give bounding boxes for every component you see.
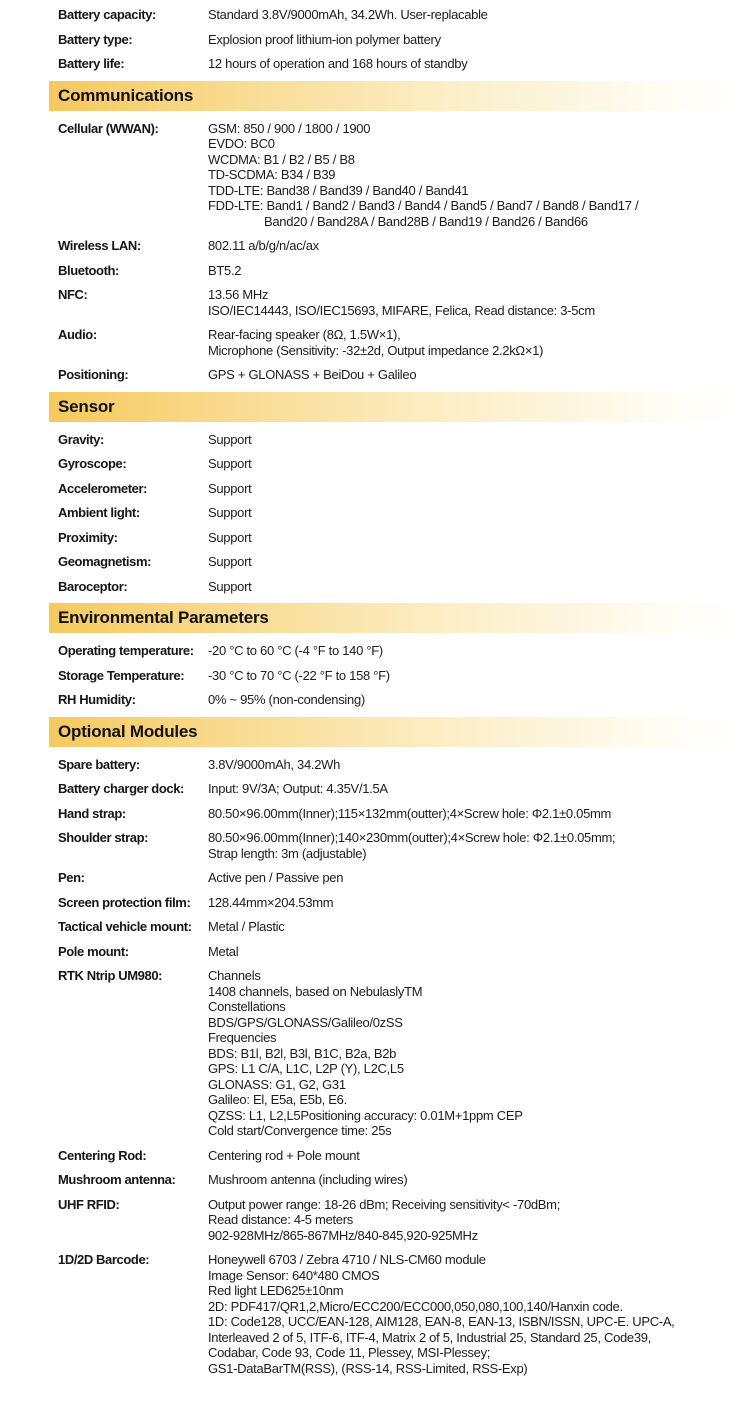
spec-value: [208, 579, 735, 595]
spec-value-line: 3.8V/9000mAh, 34.2Wh: [208, 756, 341, 772]
spec-value-line: 80.50×96.00mm(Inner);115×132mm(outter);4×Screw hole: Φ2.1±0.05mm: [208, 805, 612, 821]
section-header-environmental-parameters: [49, 603, 735, 633]
spec-value-line: Support: [208, 456, 252, 471]
spec-value-line: Red light LED625±10nm: [208, 1283, 344, 1298]
spec-value-line: Support: [208, 529, 252, 545]
spec-row-geomagnetism: [58, 554, 735, 570]
spec-value-line: GS1-DataBarTM(RSS), (RSS-14, RSS-Limited, RSS-Exp): [208, 1360, 528, 1376]
spec-row-accelerometer: [58, 481, 735, 497]
spec-value: [208, 505, 735, 521]
section-rows: [49, 432, 735, 595]
section-header-label: Environmental Parameters: [58, 608, 269, 627]
spec-value-line: Input: 9V/3A; Output: 4.35V/1.5A: [208, 781, 388, 796]
spec-value-line: QZSS: L1, L2,L5Positioning accuracy: 0.01M+1ppm CEP: [208, 1107, 523, 1123]
section-header-sensor: [49, 392, 735, 422]
spec-value: [208, 1252, 735, 1376]
spec-row-cellular-wwan: [58, 121, 735, 230]
spec-value-line: Galileo: El, E5a, E5b, E6.: [208, 1092, 347, 1107]
spec-value-line: Centering rod + Pole mount: [208, 1147, 360, 1163]
spec-label: Pen:: [58, 870, 85, 885]
spec-value-line: Image Sensor: 640*480 CMOS: [208, 1267, 380, 1283]
spec-row-ambient-light: [58, 505, 735, 521]
spec-label: Gravity:: [58, 431, 104, 447]
spec-value: [208, 263, 735, 279]
spec-value-line: Read distance: 4-5 meters: [208, 1212, 353, 1227]
spec-row-rtk-ntrip-um980: [58, 968, 735, 1139]
spec-value: [208, 944, 735, 960]
spec-value-line: Support: [208, 505, 252, 520]
spec-value-line: Strap length: 3m (adjustable): [208, 845, 367, 861]
spec-value-line: 2D: PDF417/QR1,2,Micro/ECC200/ECC000,050,080,100,140/Hanxin code.: [208, 1298, 623, 1314]
spec-value-line: -20 °C to 60 °C (-4 °F to 140 °F): [208, 643, 383, 658]
spec-value-line: ISO/IEC14443, ISO/IEC15693, MIFARE, Felica, Read distance: 3-5cm: [208, 302, 595, 318]
spec-label: Bluetooth:: [58, 262, 119, 278]
spec-row-battery-charger-dock: [58, 781, 735, 797]
spec-value-line: EVDO: BC0: [208, 136, 275, 151]
spec-value: [208, 781, 735, 797]
section-header-label: Communications: [58, 85, 194, 105]
spec-value: [208, 32, 735, 48]
spec-label: Battery capacity:: [58, 7, 156, 22]
spec-value: [208, 530, 735, 546]
spec-label: Gyroscope:: [58, 456, 127, 471]
spec-label: Hand strap:: [58, 805, 126, 821]
spec-value-line: Rear-facing speaker (8Ω, 1.5W×1),: [208, 327, 401, 342]
spec-value: [208, 367, 735, 383]
spec-label: Battery charger dock:: [58, 781, 184, 796]
spec-label: Centering Rod:: [58, 1147, 147, 1163]
spec-value-line: 0% ~ 95% (non-condensing): [208, 692, 365, 707]
spec-value-line: Active pen / Passive pen: [208, 870, 344, 885]
spec-row-audio: [58, 327, 735, 358]
spec-row-baroceptor: [58, 579, 735, 595]
spec-value-line: Cold start/Convergence time: 25s: [208, 1123, 392, 1138]
spec-value: [208, 7, 735, 23]
spec-value-line: 802.11 a/b/g/n/ac/ax: [208, 238, 319, 253]
spec-value: [208, 895, 735, 911]
spec-value-line: Band20 / Band28A / Band28B / Band19 / Band26 / Band66: [264, 213, 588, 229]
spec-label: RTK Ntrip UM980:: [58, 968, 163, 983]
spec-value: [208, 1172, 735, 1188]
spec-row-wireless-lan: [58, 238, 735, 254]
spec-label: Operating temperature:: [58, 643, 194, 658]
spec-value-line: 1408 channels, based on NebulaslyTM: [208, 983, 423, 999]
spec-value: [208, 806, 735, 822]
spec-value-line: BDS/GPS/GLONASS/Galileo/0zSS: [208, 1014, 403, 1030]
spec-label: RH Humidity:: [58, 692, 136, 707]
spec-label: Battery life:: [58, 56, 125, 71]
spec-row-spare-battery: [58, 757, 735, 773]
spec-value: [208, 56, 735, 72]
spec-label: Spare battery:: [58, 756, 140, 772]
spec-row-centering-rod: [58, 1148, 735, 1164]
spec-value-line: TD-SCDMA: B34 / B39: [208, 167, 336, 182]
spec-label: Geomagnetism:: [58, 554, 152, 569]
spec-value: [208, 238, 735, 254]
spec-row-storage-temperature: [58, 668, 735, 684]
spec-sheet: [49, 0, 735, 1376]
spec-value-line: BDS: B1l, B2l, B3l, B1C, B2a, B2b: [208, 1045, 397, 1061]
spec-value: [208, 481, 735, 497]
spec-value-line: Frequencies: [208, 1030, 277, 1045]
spec-row-operating-temperature: [58, 643, 735, 659]
spec-value-line: Metal: [208, 943, 239, 959]
spec-row-screen-protection-film: [58, 895, 735, 911]
section-rows: [49, 121, 735, 383]
spec-value: [208, 456, 735, 472]
spec-label: Wireless LAN:: [58, 238, 141, 253]
spec-row-1d-2d-barcode: [58, 1252, 735, 1376]
spec-row-uhf-rfid: [58, 1197, 735, 1244]
spec-value-line: Support: [208, 431, 252, 447]
spec-label: Screen protection film:: [58, 894, 191, 910]
spec-row-gravity: [58, 432, 735, 448]
spec-value: [208, 692, 735, 708]
spec-value: [208, 870, 735, 886]
spec-label: Accelerometer:: [58, 480, 148, 496]
spec-value: [208, 554, 735, 570]
spec-value-line: Support: [208, 554, 252, 569]
spec-label: Proximity:: [58, 529, 118, 545]
spec-value: [208, 121, 735, 230]
spec-value-line: Honeywell 6703 / Zebra 4710 / NLS-CM60 module: [208, 1252, 486, 1267]
spec-value-line: 13.56 MHz: [208, 287, 269, 302]
spec-label: Audio:: [58, 327, 97, 342]
spec-label: Ambient light:: [58, 505, 140, 520]
spec-row-nfc: [58, 287, 735, 318]
spec-row-tactical-vehicle-mount: [58, 919, 735, 935]
spec-value: [208, 1148, 735, 1164]
spec-value-line: GLONASS: G1, G2, G31: [208, 1076, 346, 1092]
spec-label: Pole mount:: [58, 943, 129, 959]
spec-value-line: Metal / Plastic: [208, 919, 285, 934]
spec-value-line: Interleaved 2 of 5, ITF-6, ITF-4, Matrix 2 of 5, Industrial 25, Standard 25, Code39,: [208, 1329, 652, 1345]
spec-value: [208, 432, 735, 448]
spec-value-line: 128.44mm×204.53mm: [208, 894, 334, 910]
section-header-optional-modules: [49, 717, 735, 747]
spec-row-gyroscope: [58, 456, 735, 472]
spec-value-line: Mushroom antenna (including wires): [208, 1172, 408, 1187]
spec-value-line: Explosion proof lithium-ion polymer battery: [208, 31, 441, 47]
spec-label: Storage Temperature:: [58, 667, 185, 683]
spec-row-hand-strap: [58, 806, 735, 822]
spec-value-line: GPS + GLONASS + BeiDou + Galileo: [208, 367, 417, 382]
spec-row-battery-capacity: [58, 7, 735, 23]
spec-row-proximity: [58, 530, 735, 546]
spec-label: Mushroom antenna:: [58, 1172, 176, 1187]
spec-value-line: TDD-LTE: Band38 / Band39 / Band40 / Band41: [208, 182, 469, 198]
spec-value-line: Output power range: 18-26 dBm; Receiving sensitivity< -70dBm;: [208, 1196, 561, 1212]
spec-value-line: Support: [208, 480, 252, 496]
spec-value: [208, 1197, 735, 1244]
spec-value-line: 1D: Code128, UCC/EAN-128, AIM128, EAN-8, EAN-13, ISBN/ISSN, UPC-E. UPC-A,: [208, 1314, 675, 1329]
spec-value-line: GPS: L1 C/A, L1C, L2P (Y), L2C,L5: [208, 1061, 404, 1076]
spec-value-line: WCDMA: B1 / B2 / B5 / B8: [208, 151, 355, 167]
spec-row-battery-life: [58, 56, 735, 72]
spec-value-line: Codabar, Code 93, Code 11, Plessey, MSI-Plessey;: [208, 1345, 491, 1360]
spec-label: Baroceptor:: [58, 578, 128, 594]
spec-value: [208, 643, 735, 659]
spec-value-line: Standard 3.8V/9000mAh, 34.2Wh. User-replacable: [208, 7, 488, 22]
spec-row-pole-mount: [58, 944, 735, 960]
spec-label: NFC:: [58, 287, 88, 302]
spec-value: [208, 757, 735, 773]
section-rows: [49, 757, 735, 1377]
spec-label: Tactical vehicle mount:: [58, 919, 192, 934]
section-header-communications: [49, 81, 735, 111]
spec-value-line: GSM: 850 / 900 / 1800 / 1900: [208, 120, 371, 136]
spec-value-line: BT5.2: [208, 262, 242, 278]
spec-value-line: 80.50×96.00mm(Inner);140×230mm(outter);4×Screw hole: Φ2.1±0.05mm;: [208, 830, 616, 845]
spec-value-line: Microphone (Sensitivity: -32±2d, Output impedance 2.2kΩ×1): [208, 342, 544, 358]
spec-value-line: -30 °C to 70 °C (-22 °F to 158 °F): [208, 667, 390, 683]
spec-row-bluetooth: [58, 263, 735, 279]
spec-value: [208, 830, 735, 861]
section-rows: [49, 643, 735, 708]
section-header-label: Sensor: [58, 396, 115, 416]
spec-value-line: Support: [208, 578, 252, 594]
section-rows: [49, 7, 735, 72]
spec-value: [208, 287, 735, 318]
spec-value-line: Constellations: [208, 999, 286, 1014]
spec-label: Shoulder strap:: [58, 830, 149, 845]
spec-value-line: 902-928MHz/865-867MHz/840-845,920-925MHz: [208, 1227, 478, 1243]
spec-row-mushroom-antenna: [58, 1172, 735, 1188]
spec-row-battery-type: [58, 32, 735, 48]
spec-row-pen: [58, 870, 735, 886]
spec-value: [208, 327, 735, 358]
spec-value: [208, 668, 735, 684]
spec-value-line: FDD-LTE: Band1 / Band2 / Band3 / Band4 / Band5 / Band7 / Band8 / Band17 /: [208, 198, 639, 213]
section-header-label: Optional Modules: [58, 721, 198, 741]
spec-row-rh-humidity: [58, 692, 735, 708]
spec-label: Cellular (WWAN):: [58, 120, 159, 136]
spec-label: UHF RFID:: [58, 1196, 120, 1212]
spec-value: [208, 968, 735, 1139]
spec-row-positioning: [58, 367, 735, 383]
spec-label: 1D/2D Barcode:: [58, 1252, 150, 1267]
spec-row-shoulder-strap: [58, 830, 735, 861]
spec-label: Positioning:: [58, 367, 129, 382]
spec-label: Battery type:: [58, 31, 133, 47]
spec-value-line: 12 hours of operation and 168 hours of standby: [208, 56, 468, 71]
spec-value-line: Channels: [208, 968, 261, 983]
spec-value: [208, 919, 735, 935]
